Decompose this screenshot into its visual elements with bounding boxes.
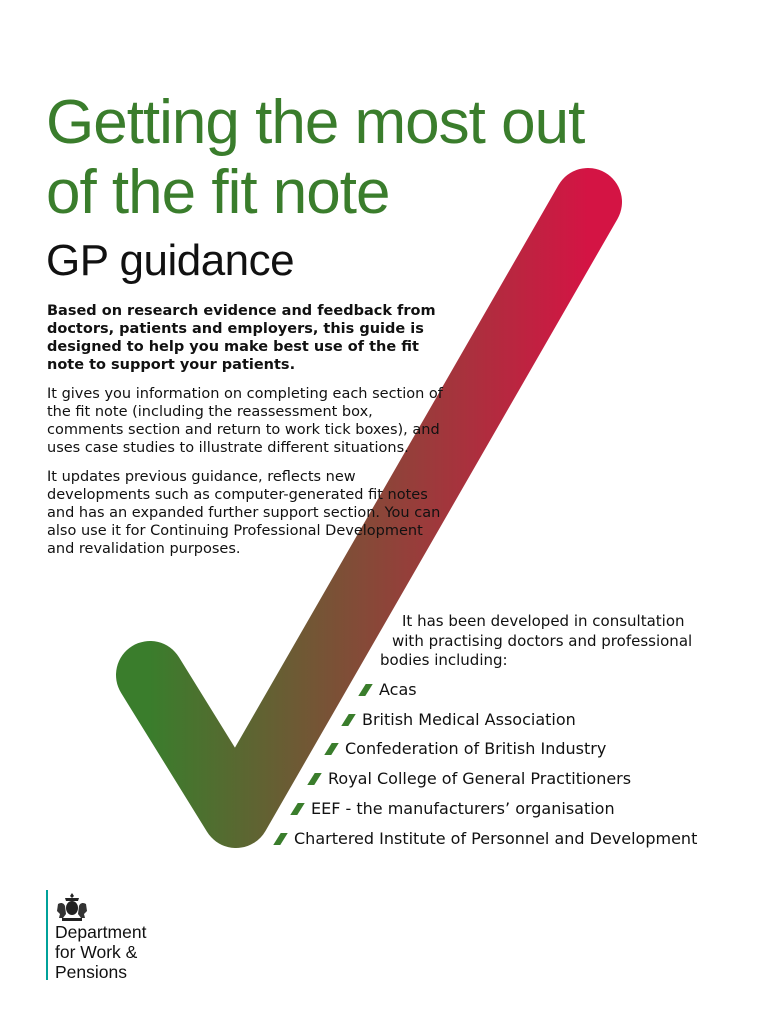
list-item — [362, 680, 417, 700]
intro-lead-paragraph: Based on research evidence and feedback from doctors, patients and employers, this guide is designed to help you make best use of the fit note to support your patients. — [47, 303, 436, 373]
list-item-label: British Medical Association — [362, 710, 576, 729]
intro-paragraph-2: It gives you information on completing each section of the fit note (including the reassessment box, comments section and return to work tick boxes), and uses case studies to illustrate different situations. — [47, 386, 443, 456]
list-item-label: EEF - the manufacturers’ organisation — [311, 799, 615, 818]
consultation-text — [380, 612, 740, 671]
list-item-label: Acas — [379, 680, 417, 699]
list-item — [294, 799, 615, 819]
list-item — [345, 710, 576, 730]
list-item — [277, 829, 697, 849]
dept-line-3: Pensions — [55, 962, 127, 982]
list-item-label: Confederation of British Industry — [345, 739, 607, 758]
list-item — [328, 739, 606, 759]
list-item — [311, 769, 631, 789]
page-title — [46, 88, 584, 228]
logo-accent-bar — [46, 890, 48, 980]
list-item-label: Royal College of General Practitioners — [328, 769, 632, 788]
intro-paragraph-3: It updates previous guidance, reflects new developments such as computer-generated fit notes and has an expanded further support section. You can also use it for Continuing Professional Development and revalidation purposes. — [47, 469, 441, 557]
dept-line-1: Department — [55, 922, 147, 942]
department-name — [55, 922, 205, 982]
list-item-label: Chartered Institute of Personnel and Development — [294, 829, 698, 848]
title-line-1: Getting the most out — [46, 88, 585, 157]
intro-text — [47, 302, 447, 569]
title-line-2: of the fit note — [46, 158, 390, 227]
page-subtitle: GP guidance — [46, 236, 295, 285]
dept-line-2: for Work & — [55, 942, 138, 962]
consultation-line-1: It has been developed in consultation — [402, 612, 685, 630]
consultation-line-3: bodies including: — [380, 651, 508, 669]
consultation-line-2: with practising doctors and professional — [392, 631, 693, 650]
royal-crest-icon — [54, 892, 90, 922]
